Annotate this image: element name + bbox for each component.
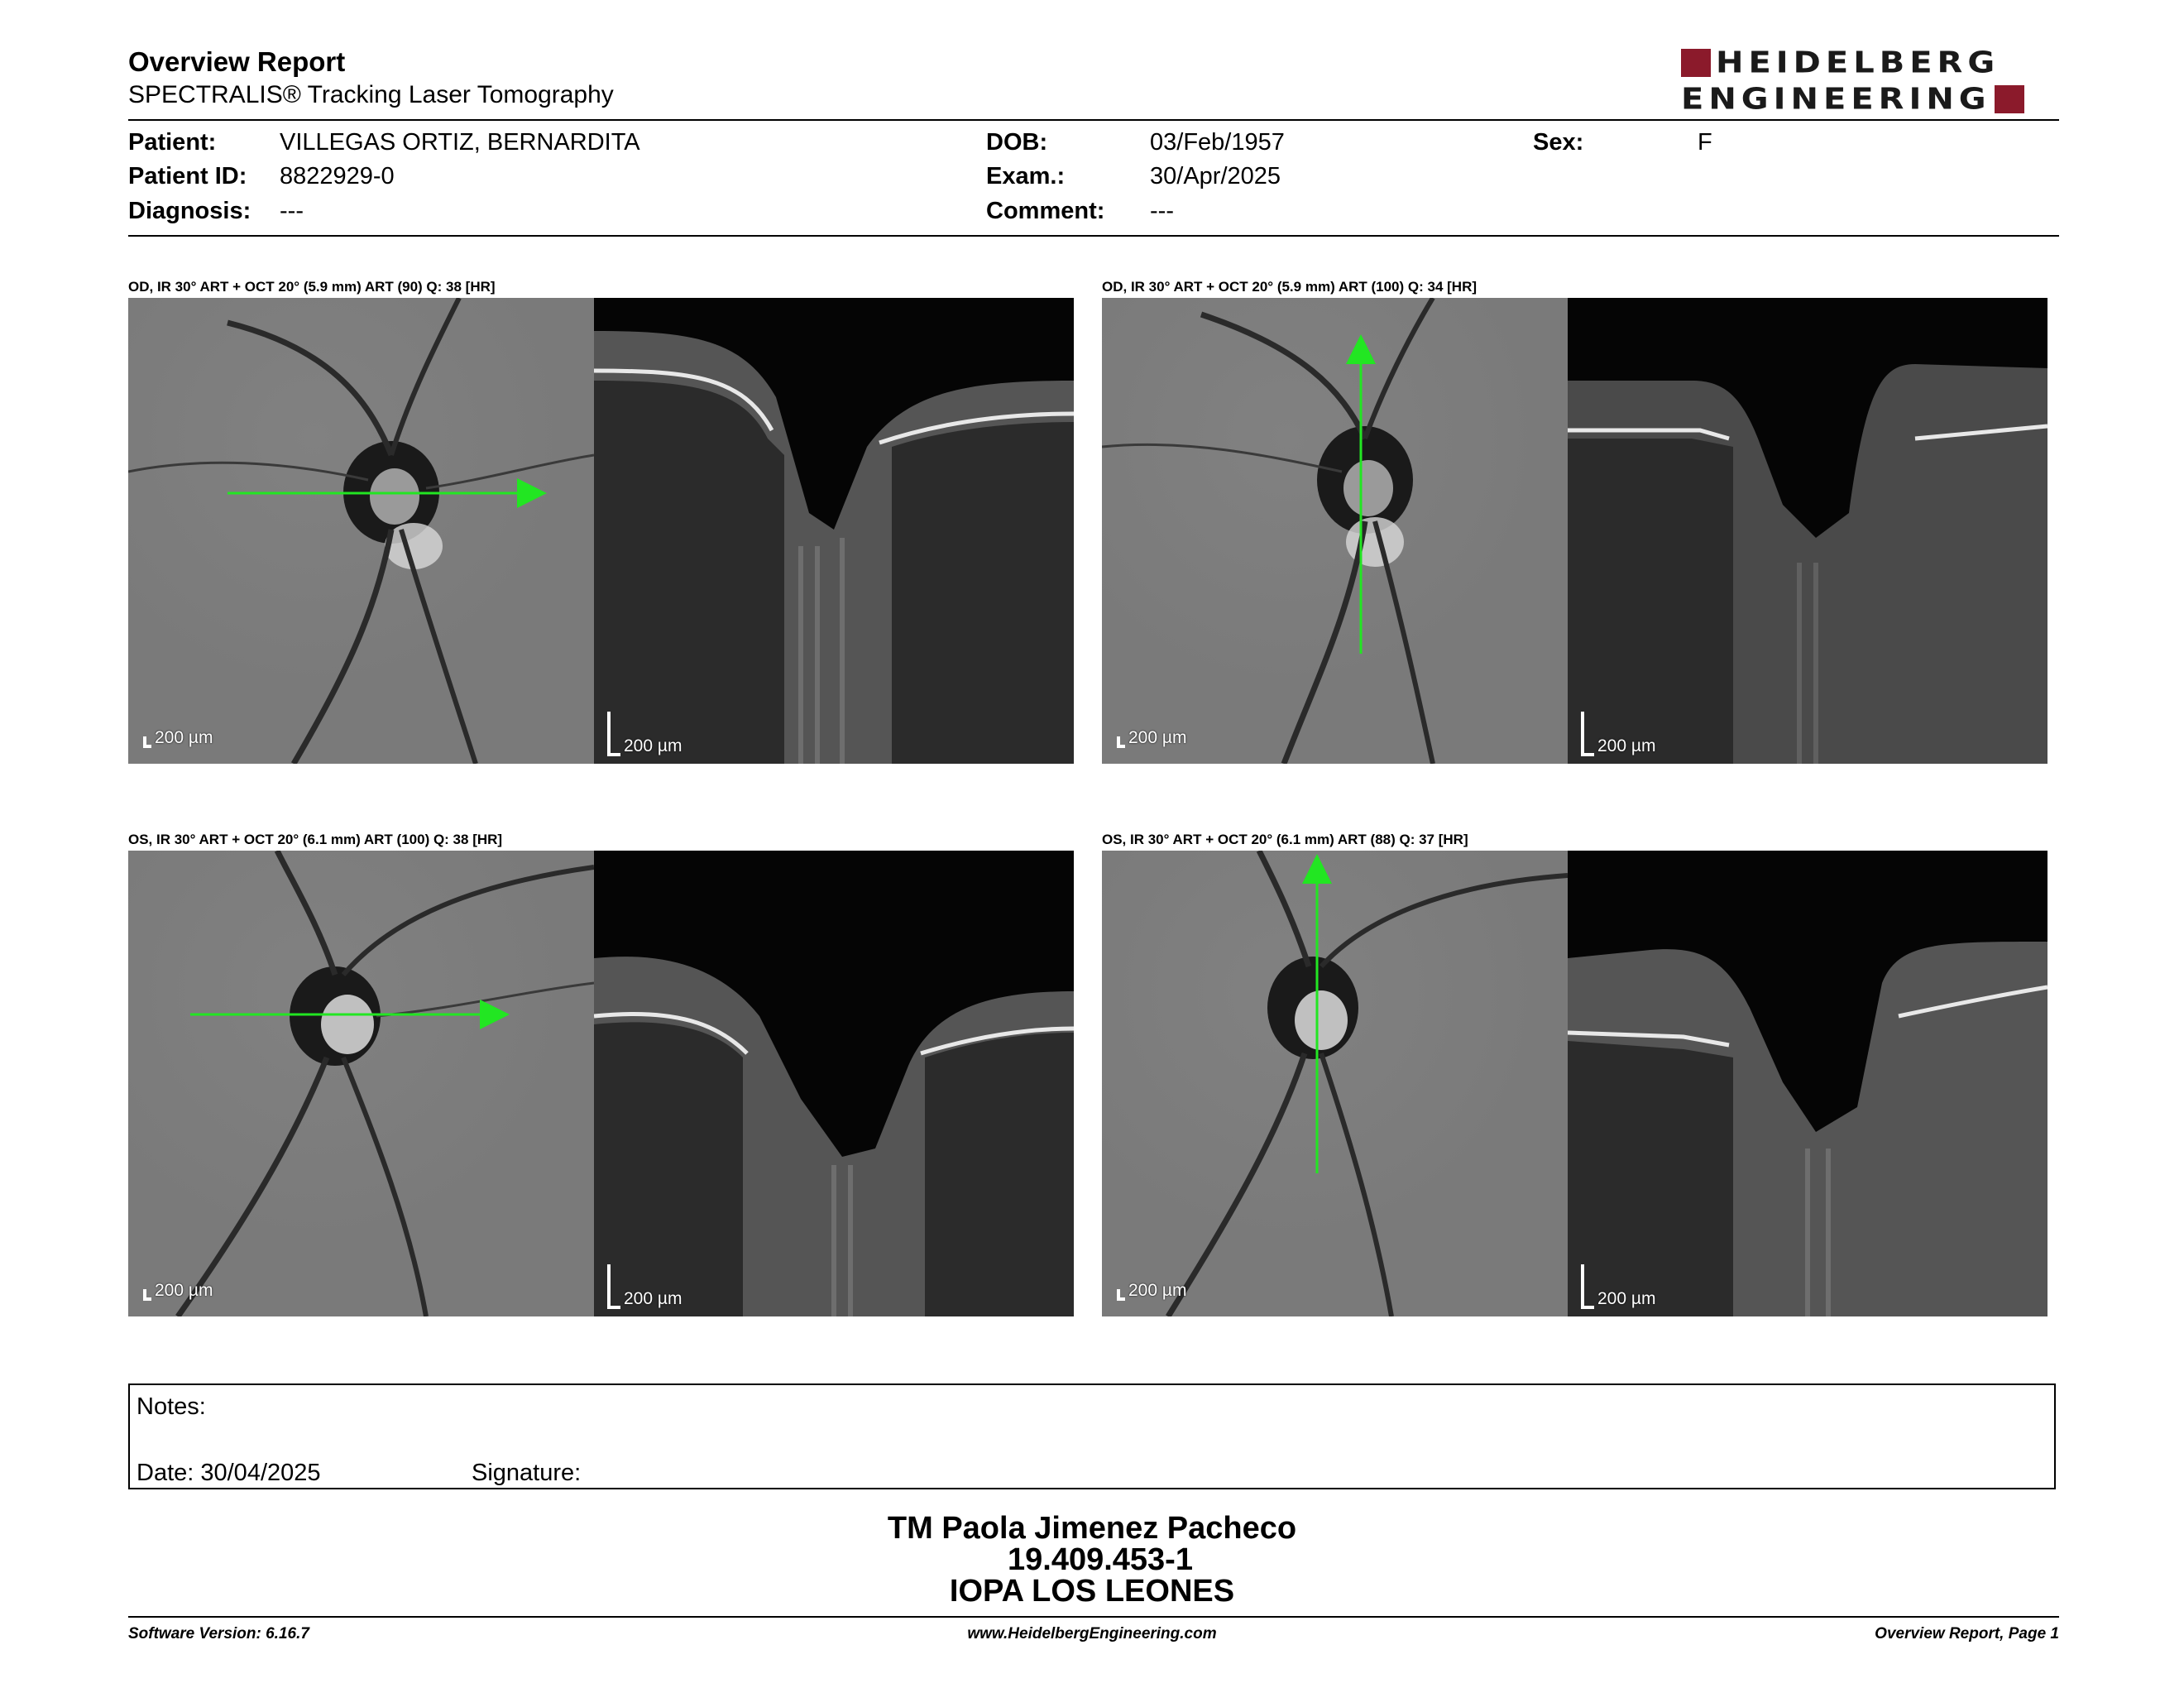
patient-divider bbox=[128, 235, 2059, 237]
scan-line-arrow-icon bbox=[128, 851, 594, 1316]
dob-value: 03/Feb/1957 bbox=[1150, 129, 1285, 156]
report-title: Overview Report bbox=[128, 46, 346, 77]
logo-square-icon bbox=[1995, 85, 2024, 113]
signer-name: TM Paola Jimenez Pacheco bbox=[887, 1511, 1297, 1546]
scan-line-arrow-icon bbox=[1102, 298, 1568, 764]
oct-scale-bar: 200 µm bbox=[607, 712, 682, 756]
diagnosis-label: Diagnosis: bbox=[128, 198, 251, 224]
fundus-image[interactable] bbox=[1102, 298, 1568, 764]
date-label: Date: 30/04/2025 bbox=[136, 1460, 321, 1486]
oct-layers bbox=[1568, 298, 2048, 764]
scan-caption: OS, IR 30° ART + OCT 20° (6.1 mm) ART (88) Q: 37 [HR] bbox=[1102, 832, 1468, 847]
fundus-scale-bar: 200 µm bbox=[1117, 728, 1186, 748]
website-link[interactable]: www.HeidelbergEngineering.com bbox=[967, 1625, 1217, 1642]
oct-bscan-image[interactable] bbox=[1568, 851, 2048, 1316]
sex-label: Sex: bbox=[1533, 129, 1584, 156]
fundus-scale-bar: 200 µm bbox=[143, 728, 213, 748]
signer-id: 19.409.453-1 bbox=[1008, 1542, 1193, 1577]
oct-bscan-image[interactable] bbox=[594, 298, 1074, 764]
oct-layers bbox=[1568, 851, 2048, 1316]
scan-line-arrow-icon bbox=[128, 298, 594, 764]
report-subtitle: SPECTRALIS® Tracking Laser Tomography bbox=[128, 81, 614, 108]
scan-caption: OD, IR 30° ART + OCT 20° (5.9 mm) ART (100) Q: 34 [HR] bbox=[1102, 279, 1478, 295]
logo-text-line2: ENGINEERING bbox=[1681, 82, 1991, 117]
scan-panel-os-vertical[interactable] bbox=[1102, 851, 2048, 1316]
exam-label: Exam.: bbox=[986, 163, 1066, 189]
comment-label: Comment: bbox=[986, 198, 1105, 224]
page-indicator: Overview Report, Page 1 bbox=[1875, 1625, 2059, 1642]
scan-panel-od-vertical[interactable] bbox=[1102, 298, 2048, 764]
fundus-image[interactable] bbox=[1102, 851, 1568, 1316]
sex-value: F bbox=[1698, 129, 1712, 156]
oct-bscan-image[interactable] bbox=[1568, 298, 2048, 764]
patient-id: 8822929-0 bbox=[280, 163, 395, 189]
patient-id-label: Patient ID: bbox=[128, 163, 247, 189]
signature-label: Signature: bbox=[472, 1460, 582, 1486]
oct-scale-bar: 200 µm bbox=[607, 1264, 682, 1309]
signer-institution: IOPA LOS LEONES bbox=[949, 1574, 1235, 1609]
oct-layers bbox=[594, 298, 1074, 764]
footer-divider bbox=[128, 1616, 2059, 1618]
diagnosis-value: --- bbox=[280, 198, 304, 224]
dob-label: DOB: bbox=[986, 129, 1048, 156]
notes-label: Notes: bbox=[136, 1393, 206, 1420]
patient-name: VILLEGAS ORTIZ, BERNARDITA bbox=[280, 129, 640, 156]
patient-label: Patient: bbox=[128, 129, 217, 156]
scan-panel-os-horizontal[interactable] bbox=[128, 851, 1074, 1316]
oct-layers bbox=[594, 851, 1074, 1316]
scan-caption: OD, IR 30° ART + OCT 20° (5.9 mm) ART (90) Q: 38 [HR] bbox=[128, 279, 496, 295]
oct-scale-bar: 200 µm bbox=[1581, 1264, 1655, 1309]
fundus-scale-bar: 200 µm bbox=[1117, 1281, 1186, 1301]
fundus-image[interactable] bbox=[128, 851, 594, 1316]
scan-line-arrow-icon bbox=[1102, 851, 1568, 1316]
header-divider bbox=[128, 119, 2059, 121]
logo-square-icon bbox=[1681, 49, 1711, 77]
software-version: Software Version: 6.16.7 bbox=[128, 1625, 309, 1642]
comment-value: --- bbox=[1150, 198, 1174, 224]
exam-value: 30/Apr/2025 bbox=[1150, 163, 1281, 189]
logo-text-line1: HEIDELBERG bbox=[1716, 46, 2000, 80]
scan-panel-od-horizontal[interactable] bbox=[128, 298, 1074, 764]
fundus-scale-bar: 200 µm bbox=[143, 1281, 213, 1301]
oct-scale-bar: 200 µm bbox=[1581, 712, 1655, 756]
fundus-image[interactable] bbox=[128, 298, 594, 764]
oct-bscan-image[interactable] bbox=[594, 851, 1074, 1316]
heidelberg-logo bbox=[1681, 46, 2060, 116]
notes-box[interactable] bbox=[128, 1383, 2056, 1489]
scan-caption: OS, IR 30° ART + OCT 20° (6.1 mm) ART (100) Q: 38 [HR] bbox=[128, 832, 503, 847]
